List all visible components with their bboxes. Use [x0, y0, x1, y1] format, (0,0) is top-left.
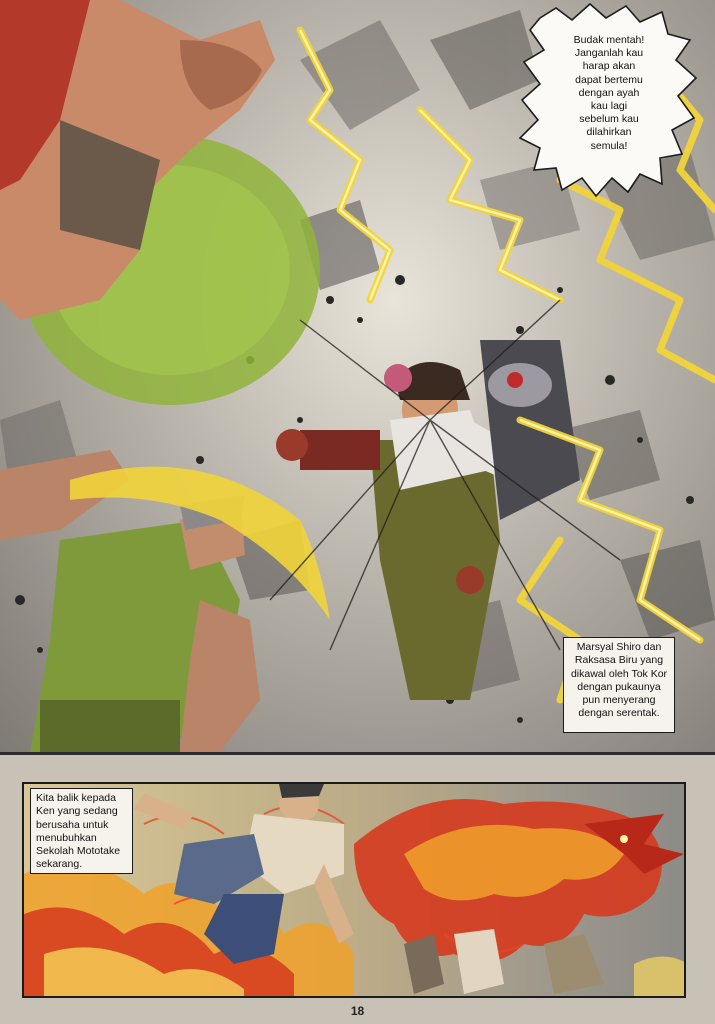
caption-line: sekarang.	[36, 858, 83, 871]
caption-line: berusaha untuk	[36, 818, 109, 831]
caption-line: dengan pukaunya	[577, 680, 661, 693]
caption-line: Marsyal Shiro dan	[576, 641, 662, 653]
bubble-line: harap akan	[582, 60, 636, 73]
bubble-line: sebelum kau	[579, 113, 639, 126]
caption-box-top	[563, 637, 675, 733]
bubble-line: kau lagi	[590, 100, 628, 113]
bubble-line: semula!	[590, 139, 628, 152]
caption-line: dikawal oleh Tok Kor	[570, 667, 668, 680]
bubble-line: Budak mentah!	[573, 34, 645, 46]
bubble-line: dapat bertemu	[575, 73, 643, 86]
fire-dragon	[354, 799, 684, 962]
bubble-line: Janganlah kau	[574, 47, 644, 60]
caption-line: Ken yang sedang	[36, 805, 118, 818]
caption-line: Kita balik kepada	[36, 792, 116, 804]
caption-line: Raksasa Biru yang	[574, 654, 664, 667]
bubble-line: dilahirkan	[586, 126, 632, 139]
page-number: 18	[350, 1004, 365, 1018]
caption-line: Sekolah Mototake	[36, 845, 121, 858]
caption-box-bottom	[30, 788, 133, 874]
panel-divider	[0, 752, 715, 755]
caption-line: pun menyerang	[582, 694, 656, 707]
speech-bubble-text	[556, 34, 662, 153]
caption-line: menubuhkan	[36, 831, 97, 844]
panel-bottom-fire	[22, 782, 686, 998]
caption-line: dengan serentak.	[578, 707, 660, 720]
bubble-line: dengan ayah	[578, 86, 640, 99]
